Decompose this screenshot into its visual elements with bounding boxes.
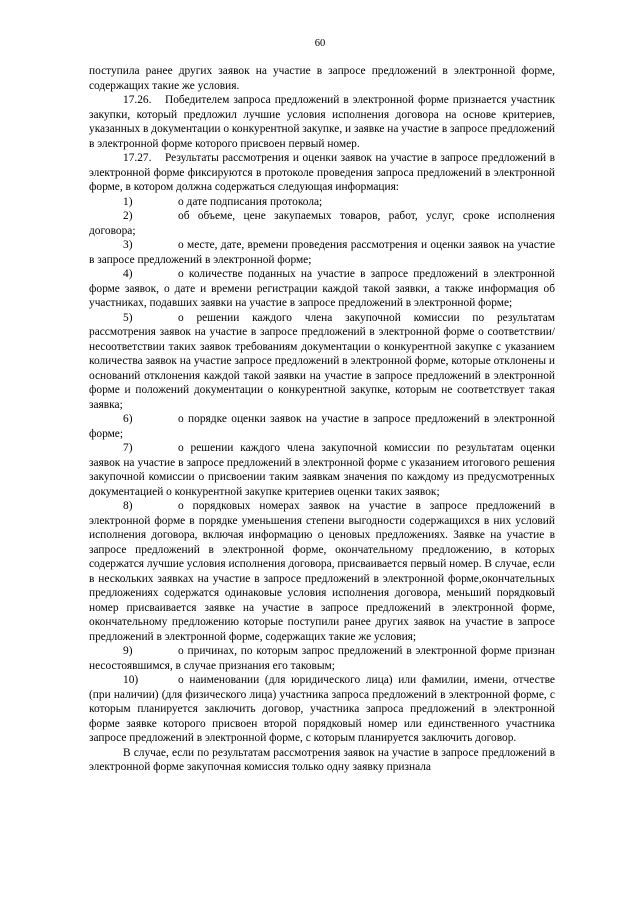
list-item-number: 5) bbox=[123, 311, 133, 324]
list-item-text: о порядковых номерах заявок на участие в запросе предложений в электронной форме в порядке уменьшения степени выгодности содержащихся в них условий исполнения договора, включая информацию о ценовых предложениях. Заявке на участие в запросе предложений в электронной форме, окончательному предложению, в которых содержатся лучшие условия исполнения договора, присваивается первый номер. В случае, если в нескольких заявках на участие в запросе предложений в электронной форме,окончательных предложениях содержатся одинаковые условия исполнения договора, меньший порядковый номер присваивается заявке на участие в запросе предложений в электронной форме, окончательному предложению которые поступили ранее других заявок на участие в запросе предложений в электронной форме, содержащих такие же условия; bbox=[89, 500, 555, 643]
list-item-number: 3) bbox=[123, 239, 133, 251]
list-item-text: о наименовании (для юридического лица) или фамилии, имени, отчестве (при наличии) (для физического лица) участника запроса предложений в электронной форме, с которым планируется заключить договор, участника запроса предложений в электронной форме заявке которого присвоен второй порядковый номер или единственного участника запросе предложений в электронной форме, с которым планируется заключить договор. bbox=[89, 674, 555, 744]
list-item bbox=[89, 412, 555, 441]
list-item bbox=[89, 238, 555, 267]
list-item-text: о порядке оценки заявок на участие в запросе предложений в электронной форме; bbox=[89, 413, 555, 440]
list-item-number: 6) bbox=[123, 413, 133, 425]
list-item-text: о причинах, по которым запрос предложений в электронной форме признан несостоявшимся, в случае признания его таковым; bbox=[89, 645, 555, 672]
list-item-number: 9) bbox=[123, 645, 133, 657]
list-item bbox=[89, 195, 555, 210]
list-item-text: о решении каждого члена закупочной комиссии по результатам оценки заявок на участие в запросе предложений в электронной форме с указанием итогового решения закупочной комиссии о присвоении таким заявкам значения по каждому из предусмотренных документацией о конкурентной закупке критериев оценки таких заявок; bbox=[89, 442, 555, 498]
list-item bbox=[89, 209, 555, 238]
paragraph-continuation: поступила ранее других заявок на участие в запросе предложений в электронной форме, содержащих такие же условия. bbox=[89, 65, 555, 92]
list-item-text: о решении каждого члена закупочной комиссии по результатам рассмотрения заявок на участие в запросе предложений в электронной форме о соответствии/несоответствии таких заявок требованиям документации о конкурентной закупке с указанием количества заявок на участие запросе предложений в электронной форме, которые отклонены и оснований отклонения каждой такой заявки на участие в запросе предложений в электронной форме и положений документации о конкурентной закупке, которым не соответствует такая заявка; bbox=[89, 311, 555, 411]
clause-17-26 bbox=[89, 93, 555, 151]
clause-text: Победителем запроса предложений в электронной форме признается участник закупки, который предложил лучшие условия исполнения договора на основе критериев, указанных в документации о конкурентной закупке, и заявке на участие в запросе предложений в электронной форме которого присвоен первый номер. bbox=[89, 94, 555, 150]
list-item-number: 4) bbox=[123, 268, 133, 280]
clause-number: 17.27. bbox=[123, 152, 152, 164]
list-item bbox=[89, 499, 555, 644]
page-number: 60 bbox=[314, 38, 326, 49]
list-item-number: 2) bbox=[123, 210, 133, 222]
clause-text: Результаты рассмотрения и оценки заявок на участие в запросе предложений в электронной форме фиксируются в протоколе проведения запроса предложений в электронной форме, в котором должна содержаться следующая информация: bbox=[89, 152, 555, 193]
list-item bbox=[89, 267, 555, 311]
list-item-text: о дате подписания протокола; bbox=[178, 195, 323, 208]
list-item-number: 8) bbox=[123, 500, 133, 512]
list-item-text: об объеме, цене закупаемых товаров, работ, услуг, сроке исполнения договора; bbox=[89, 210, 555, 237]
document-body bbox=[89, 64, 555, 775]
list-item-number: 1) bbox=[123, 195, 133, 208]
clause-17-27 bbox=[89, 151, 555, 195]
list-item-number: 7) bbox=[123, 442, 133, 454]
list-item bbox=[89, 644, 555, 673]
paragraph-final: В случае, если по результатам рассмотрения заявок на участие в запросе предложений в электронной форме закупочная комиссия только одну заявку признала bbox=[89, 746, 555, 773]
clause-number: 17.26. bbox=[123, 94, 152, 106]
list-item-number: 10) bbox=[123, 674, 139, 686]
list-item bbox=[89, 673, 555, 746]
list-item bbox=[89, 441, 555, 499]
list-item-text: о месте, дате, времени проведения рассмотрения и оценки заявок на участие в запросе предложений в электронной форме; bbox=[89, 239, 555, 266]
list-item-text: о количестве поданных на участие в запросе предложений в электронной форме заявок, о дате и времени регистрации каждой такой заявки, а также информация об участниках, подавших заявки на участие в запросе предложений в электронной форме; bbox=[89, 268, 555, 309]
list-item bbox=[89, 311, 555, 413]
